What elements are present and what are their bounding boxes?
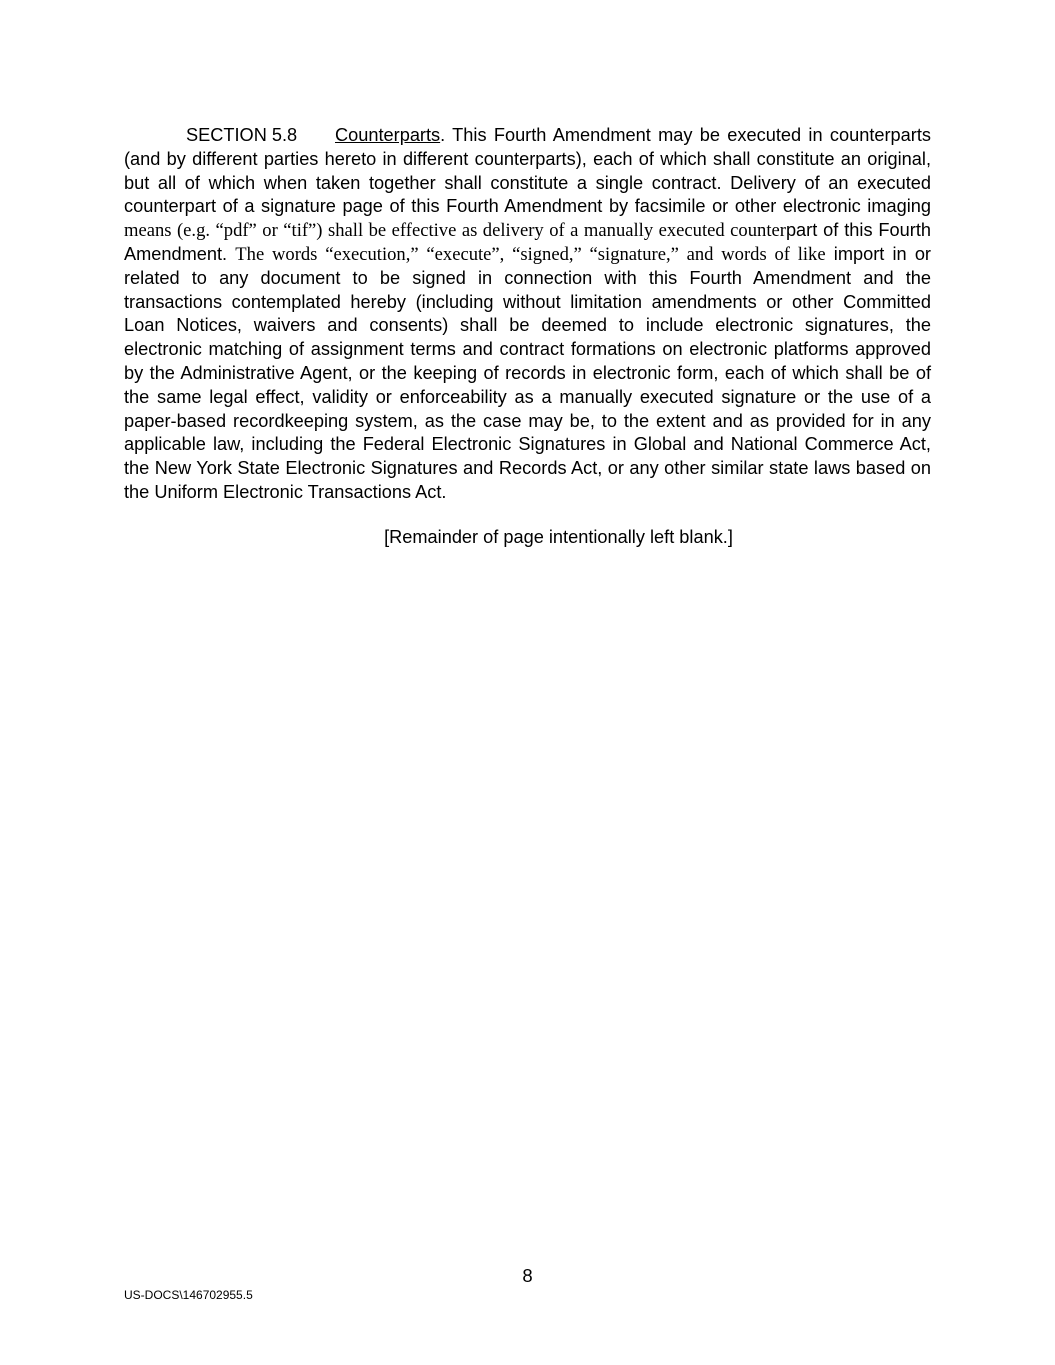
section-text-part1: . This Fourth Amendment may be executed in counterparts (and by different parties hereto in different counterparts), each of which shall constitute an original, but all of which when taken together shall constitute a single contract. Delivery of an executed counterpart of a signature page of this Fourth Amendment by facsimile or other electronic imaging bbox=[124, 125, 931, 217]
page-number: 8 bbox=[522, 1265, 533, 1286]
remainder-note: [Remainder of page intentionally left blank.] bbox=[384, 527, 733, 547]
section-5-8-paragraph bbox=[124, 124, 931, 505]
section-text-serif1: means (e.g. “pdf” or “tif”) shall be effective as delivery of a manually executed counter bbox=[124, 220, 786, 242]
section-text-serif2: The words “execution,” “execute”, “signed,” “signature,” and words of like bbox=[235, 243, 826, 265]
section-heading: Counterparts bbox=[335, 125, 441, 145]
document-id: US-DOCS\146702955.5 bbox=[124, 1288, 253, 1302]
section-text-part2: part of this Fourth Amendment. bbox=[124, 220, 931, 264]
section-text-part3: import in or related to any document to be signed in connection with this Fourth Amendment and the transactions contemplated hereby (including without limitation amendments or other Committed Loan Notices, waivers and consents) shall be deemed to include electronic signatures, the electronic matching of assignment terms and contract formations on electronic platforms approved by the Administrative Agent, or the keeping of records in electronic form, each of which shall be of the same legal effect, validity or enforceability as a manually executed signature or the use of a paper-based recordkeeping system, as the case may be, to the extent and as provided for in any applicable law, including the Federal Electronic Signatures in Global and National Commerce Act, the New York State Electronic Signatures and Records Act, or any other similar state laws based on the Uniform Electronic Transactions Act. bbox=[124, 243, 931, 502]
section-number: SECTION 5.8 bbox=[186, 125, 298, 145]
